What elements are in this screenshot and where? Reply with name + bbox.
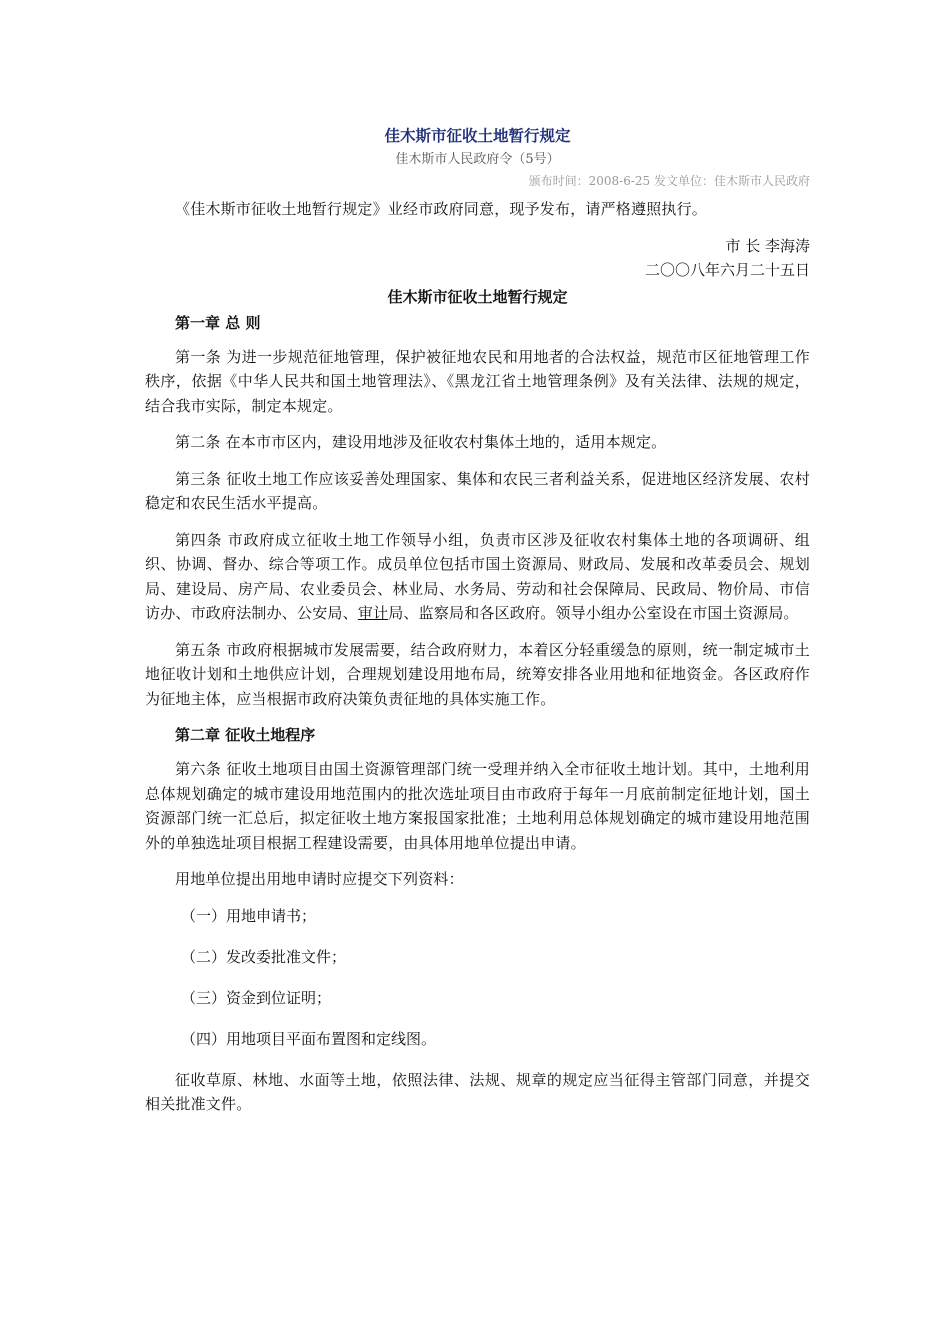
closing-paragraph: 征收草原、林地、水面等土地，依照法律、法规、规章的规定应当征得主管部门同意，并提交相关批准文件。: [145, 1070, 810, 1113]
signing-date: 二〇〇八年六月二十五日: [644, 261, 810, 279]
article-1: 第一条 为进一步规范征地管理，保护被征地农民和用地者的合法权益，规范市区征地管理工作秩序，依据《中华人民共和国土地管理法》、《黑龙江省土地管理条例》及有关法律、法规的规定，结合我市实际，制定本规定。: [145, 347, 810, 415]
article-3: 第三条 征收土地工作应该妥善处理国家、集体和农民三者利益关系，促进地区经济发展、农村稳定和农民生活水平提高。: [145, 469, 810, 512]
publish-meta: 颁布时间：2008-6-25 发文单位：佳木斯市人民政府: [528, 174, 810, 188]
article-4-part-a: 第四条 市政府成立征收土地工作领导小组，负责市区涉及征收农村集体土地的各项调研、组织、协调、督办、综合等项工作。成员单位包括市国土资源局、财政局、发展和改革委员会、规划局、建设局、房产局、农业委员会、林业局、水务局、劳动和社会保障局、民政局、物价局、市信访办、市政府法制办、公安局、: [145, 530, 810, 622]
article-4-part-b: 局、监察局和各区政府。领导小组办公室设在市国土资源局。: [388, 604, 799, 622]
article-6: 第六条 征收土地项目由国土资源管理部门统一受理并纳入全市征收土地计划。其中，土地利用总体规划确定的城市建设用地范围内的批次选址项目由市政府于每年一月底前制定征地计划，国土资源部门统一汇总后，拟定征收土地方案报国家批准；土地利用总体规划确定的城市建设用地范围外的单独选址项目根据工程建设需要，由具体用地单位提出申请。: [145, 760, 810, 852]
decree-number: 佳木斯市人民政府令（5号）: [395, 152, 560, 167]
list-item: （四）用地项目平面布置图和定线图。: [181, 1029, 437, 1048]
mayor-signature: 市 长 李海涛: [725, 236, 810, 255]
chapter-2-heading: 第二章 征收土地程序: [175, 726, 316, 744]
preamble-text: 《佳木斯市征收土地暂行规定》业经市政府同意，现予发布，请严格遵照执行。: [175, 200, 708, 218]
chapter-1-heading: 第一章 总 则: [175, 313, 261, 332]
list-item: （一）用地申请书；: [181, 906, 317, 925]
article-5: 第五条 市政府根据城市发展需要，结合政府财力，本着区分轻重缓急的原则，统一制定城市土地征收计划和土地供应计划，合理规划建设用地布局，统筹安排各业用地和征地资金。各区政府作为征地主体，应当根据市政府决策负责征地的具体实施工作。: [145, 640, 810, 708]
audit-link[interactable]: 审计: [357, 604, 389, 622]
regulation-title: 佳木斯市征收土地暂行规定: [387, 287, 568, 306]
document-title: 佳木斯市征收土地暂行规定: [384, 127, 571, 145]
article-2: 第二条 在本市市区内，建设用地涉及征收农村集体土地的，适用本规定。: [175, 433, 667, 451]
article-4: [145, 528, 810, 626]
list-item: （三）资金到位证明；: [181, 988, 332, 1007]
document-page: [145, 120, 810, 1129]
application-intro: 用地单位提出用地申请时应提交下列资料：: [175, 870, 464, 888]
list-item: （二）发改委批准文件；: [181, 947, 347, 966]
